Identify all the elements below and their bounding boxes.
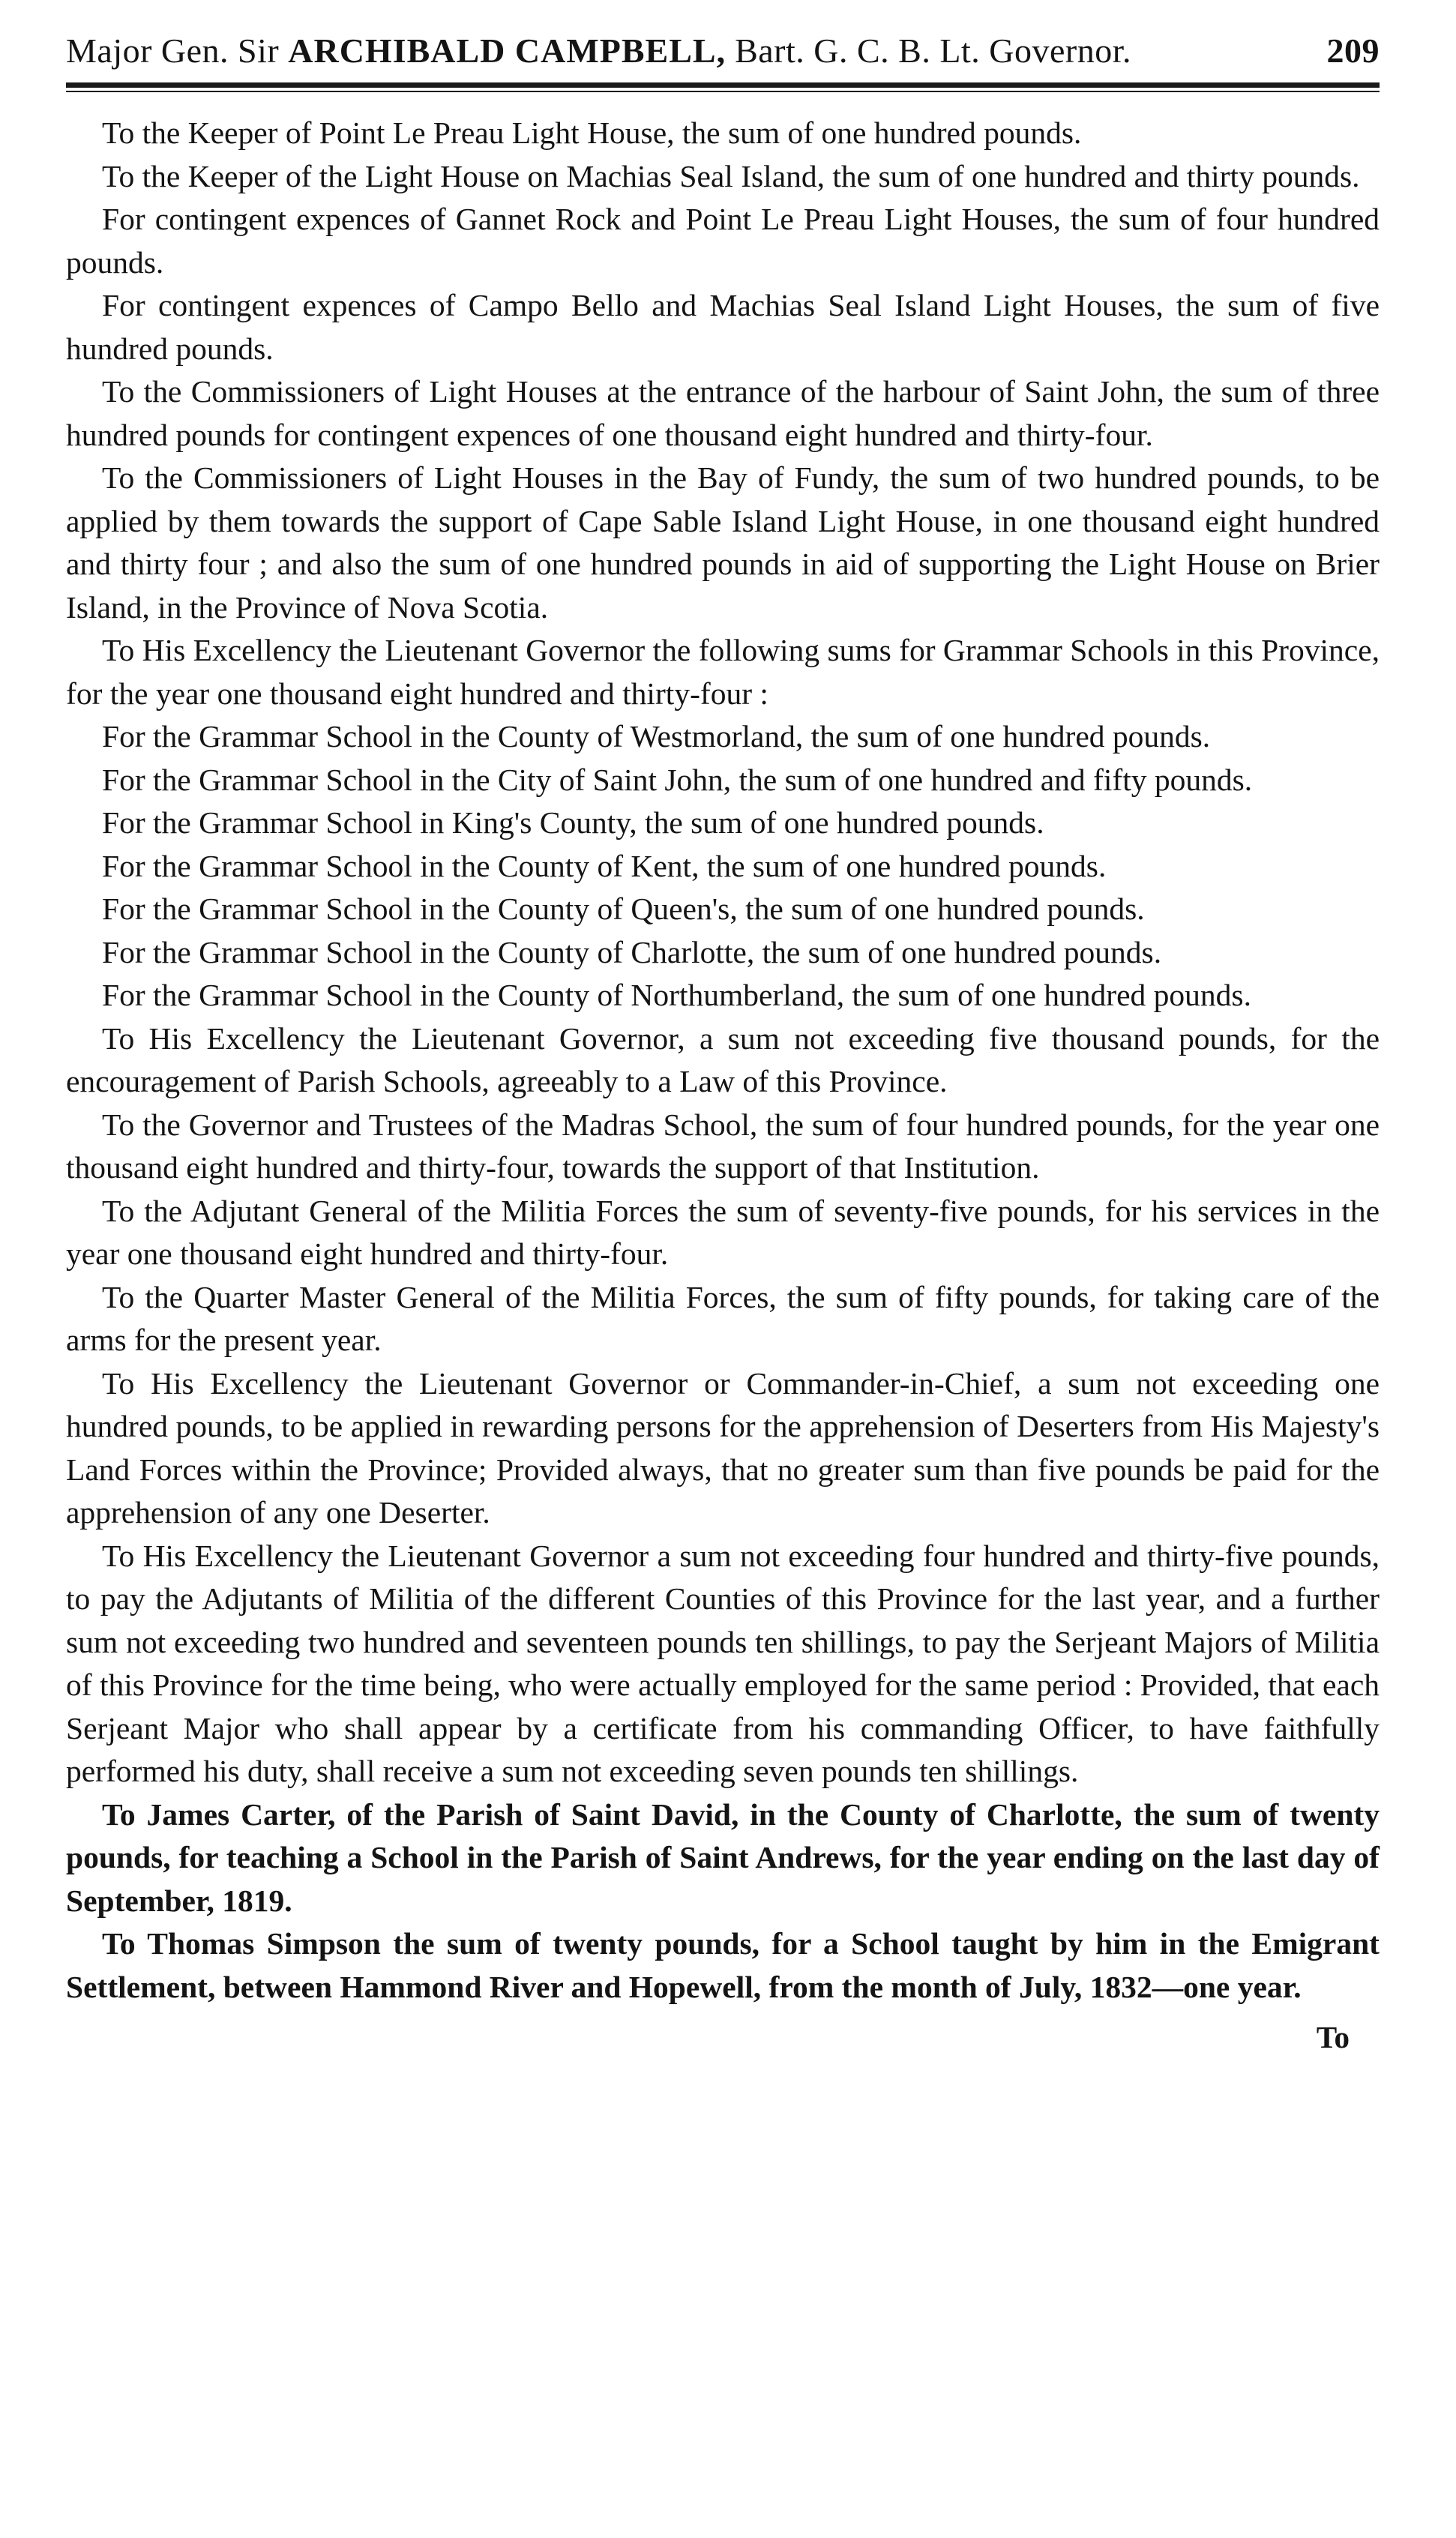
paragraph-james-carter: To James Carter, of the Parish of Saint David, in the County of Charlotte, the sum of twenty pounds, for teaching a School in the Parish of Saint Andrews, for the year ending on the last day of September, 1819. bbox=[66, 1796, 1380, 1918]
running-head-suffix: Bart. G. C. B. Lt. Governor. bbox=[735, 31, 1131, 70]
paragraph-adjutant-general: To the Adjutant General of the Militia Forces the sum of seventy-five pounds, for his services in the year one thousand eight hundred and thirty-four. bbox=[66, 1193, 1380, 1271]
paragraph-westmorland-school: For the Grammar School in the County of Westmorland, the sum of one hundred pounds. bbox=[102, 719, 1211, 754]
paragraph-northumberland-school: For the Grammar School in the County of Northumberland, the sum of one hundred pounds. bbox=[102, 978, 1251, 1012]
paragraph-kent-school: For the Grammar School in the County of Kent, the sum of one hundred pounds. bbox=[102, 848, 1107, 883]
catchword: To bbox=[1316, 2020, 1350, 2054]
running-head-prefix: Major Gen. Sir bbox=[66, 31, 280, 70]
paragraph-quarter-master-general: To the Quarter Master General of the Militia Forces, the sum of fifty pounds, for taking care of the arms for the present year. bbox=[66, 1279, 1380, 1357]
paragraph-gannet-rock-expences: For contingent expences of Gannet Rock and Point Le Preau Light Houses, the sum of four hundred pounds. bbox=[66, 202, 1380, 280]
page-number: 209 bbox=[1326, 31, 1380, 70]
paragraph-saint-john-commissioners: To the Commissioners of Light Houses at the entrance of the harbour of Saint John, the sum of three hundred pounds for contingent expences of one thousand eight hundred and thirty-four. bbox=[66, 374, 1380, 452]
paragraph-madras-school: To the Governor and Trustees of the Madras School, the sum of four hundred pounds, for the year one thousand eight hundred and thirty-four, towards the support of that Institution. bbox=[66, 1107, 1380, 1185]
paragraph-parish-schools: To His Excellency the Lieutenant Governor, a sum not exceeding five thousand pounds, for the encouragement of Parish Schools, agreeably to a Law of this Province. bbox=[66, 1020, 1380, 1098]
paragraph-queens-school: For the Grammar School in the County of Queen's, the sum of one hundred pounds. bbox=[102, 891, 1145, 926]
paragraph-grammar-schools-intro: To His Excellency the Lieutenant Governor the following sums for Grammar Schools in this Province, for the year one thousand eight hundred and thirty-four : bbox=[66, 633, 1380, 711]
running-head-name: ARCHIBALD CAMPBELL, bbox=[288, 31, 727, 70]
paragraph-kings-county-school: For the Grammar School in King's County, the sum of one hundred pounds. bbox=[102, 805, 1044, 840]
paragraph-campo-bello-expences: For contingent expences of Campo Bello and Machias Seal Island Light Houses, the sum of five hundred pounds. bbox=[66, 288, 1380, 366]
paragraph-charlotte-school: For the Grammar School in the County of Charlotte, the sum of one hundred pounds. bbox=[102, 934, 1162, 969]
paragraph-point-le-preau-keeper: To the Keeper of Point Le Preau Light House, the sum of one hundred pounds. bbox=[102, 115, 1082, 150]
body-text bbox=[66, 112, 1380, 2009]
paragraph-thomas-simpson: To Thomas Simpson the sum of twenty pounds, for a School taught by him in the Emigrant Settlement, between Hammond River and Hopewell, from the month of July, 1832—one year. bbox=[66, 1926, 1380, 2004]
paragraph-saint-john-school: For the Grammar School in the City of Saint John, the sum of one hundred and fifty pounds. bbox=[102, 762, 1253, 797]
paragraph-machias-keeper: To the Keeper of the Light House on Machias Seal Island, the sum of one hundred and thirty pounds. bbox=[102, 158, 1360, 193]
header-rule-thick bbox=[66, 82, 1380, 88]
paragraph-militia-adjutants: To His Excellency the Lieutenant Governor a sum not exceeding four hundred and thirty-five pounds, to pay the Adjutants of Militia of the different Counties of this Province for the last year, and a further sum not exceeding two hundred and seventeen pounds ten shillings, to pay the Serjeant Majors of Militia of this Province for the time being, who were actually employed for the same period : Provided, that each Serjeant Major who shall appear by a certificate from his commanding Officer, to have faithfully performed his duty, shall receive a sum not exceeding seven pounds ten shillings. bbox=[66, 1538, 1380, 1788]
paragraph-deserters: To His Excellency the Lieutenant Governor or Commander-in-Chief, a sum not exceeding one hundred pounds, to be applied in rewarding persons for the apprehension of Deserters from His Majesty's Land Forces within the Province; Provided always, that no greater sum than five pounds be paid for the apprehension of any one Deserter. bbox=[66, 1365, 1380, 1530]
header-rule-thin bbox=[66, 91, 1380, 92]
running-head-title bbox=[66, 27, 1131, 75]
document-page bbox=[66, 27, 1380, 2060]
running-head bbox=[66, 27, 1380, 75]
paragraph-bay-of-fundy-commissioners: To the Commissioners of Light Houses in the Bay of Fundy, the sum of two hundred pounds, to be applied by them towards the support of Cape Sable Island Light House, in one thousand eight hundred and thirty four ; and also the sum of one hundred pounds in aid of supporting the Light House on Brier Island, in the Province of Nova Scotia. bbox=[66, 460, 1380, 625]
